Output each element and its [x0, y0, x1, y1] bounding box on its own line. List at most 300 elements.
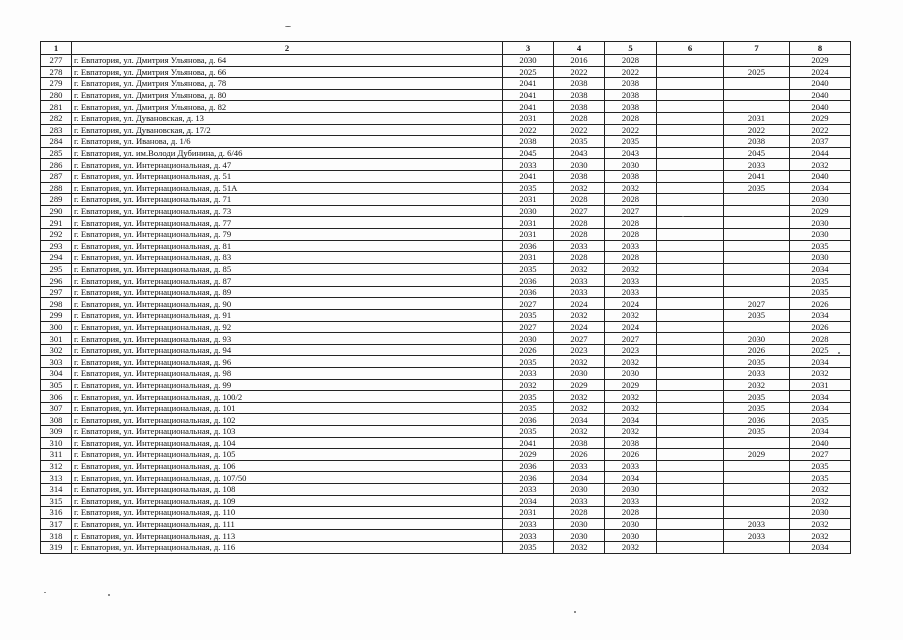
- year-col-7-cell: 2038: [724, 136, 790, 148]
- row-number-cell: 308: [41, 414, 72, 426]
- address-cell: г. Евпатория, ул. Интернациональная, д. 103: [72, 426, 503, 438]
- year-col-6-cell: [657, 159, 724, 171]
- housing-schedule-table: [40, 41, 851, 554]
- row-number-cell: 299: [41, 310, 72, 322]
- row-number-cell: 319: [41, 541, 72, 553]
- scan-speck: [838, 352, 840, 354]
- year-col-7-cell: 2033: [724, 530, 790, 542]
- row-number-cell: 316: [41, 507, 72, 519]
- table-row: [41, 379, 851, 391]
- year-col-4-cell: 2029: [554, 379, 605, 391]
- year-col-6-cell: [657, 286, 724, 298]
- row-number-cell: 293: [41, 240, 72, 252]
- year-col-6-cell: [657, 78, 724, 90]
- year-col-4-cell: 2024: [554, 321, 605, 333]
- year-col-5-cell: 2027: [605, 333, 657, 345]
- table-row: [41, 78, 851, 90]
- year-col-7-cell: [724, 483, 790, 495]
- year-col-8-cell: 2025: [790, 344, 851, 356]
- column-header-4: 4: [554, 42, 605, 55]
- year-col-8-cell: 2040: [790, 170, 851, 182]
- address-cell: г. Евпатория, ул. Интернациональная, д. 79: [72, 228, 503, 240]
- year-col-7-cell: 2031: [724, 112, 790, 124]
- row-number-cell: 314: [41, 483, 72, 495]
- row-number-cell: 289: [41, 194, 72, 206]
- address-cell: г. Евпатория, ул. Интернациональная, д. 98: [72, 368, 503, 380]
- year-col-4-cell: 2028: [554, 228, 605, 240]
- address-cell: г. Евпатория, ул. Интернациональная, д. 77: [72, 217, 503, 229]
- table-row: [41, 252, 851, 264]
- address-cell: г. Евпатория, ул. Интернациональная, д. 83: [72, 252, 503, 264]
- year-col-4-cell: 2034: [554, 472, 605, 484]
- year-col-3-cell: 2035: [503, 426, 554, 438]
- year-col-5-cell: 2027: [605, 205, 657, 217]
- row-number-cell: 290: [41, 205, 72, 217]
- year-col-6-cell: [657, 240, 724, 252]
- address-cell: г. Евпатория, ул. Интернациональная, д. 71: [72, 194, 503, 206]
- year-col-6-cell: [657, 275, 724, 287]
- year-col-3-cell: 2027: [503, 298, 554, 310]
- address-cell: г. Евпатория, ул. Интернациональная, д. 93: [72, 333, 503, 345]
- year-col-5-cell: 2038: [605, 437, 657, 449]
- year-col-8-cell: 2040: [790, 437, 851, 449]
- year-col-5-cell: 2023: [605, 344, 657, 356]
- year-col-8-cell: 2027: [790, 449, 851, 461]
- column-header-3: 3: [503, 42, 554, 55]
- year-col-3-cell: 2027: [503, 321, 554, 333]
- row-number-cell: 284: [41, 136, 72, 148]
- year-col-6-cell: [657, 205, 724, 217]
- row-number-cell: 286: [41, 159, 72, 171]
- table-row: [41, 368, 851, 380]
- year-col-5-cell: 2024: [605, 321, 657, 333]
- year-col-7-cell: [724, 78, 790, 90]
- table-row: [41, 310, 851, 322]
- table-row: [41, 437, 851, 449]
- year-col-4-cell: 2035: [554, 136, 605, 148]
- year-col-6-cell: [657, 483, 724, 495]
- year-col-3-cell: 2035: [503, 310, 554, 322]
- year-col-7-cell: 2026: [724, 344, 790, 356]
- year-col-8-cell: 2026: [790, 321, 851, 333]
- year-col-4-cell: 2033: [554, 495, 605, 507]
- table-row: [41, 449, 851, 461]
- address-cell: г. Евпатория, ул. Дмитрия Ульянова, д. 82: [72, 101, 503, 113]
- address-cell: г. Евпатория, ул. Интернациональная, д. 99: [72, 379, 503, 391]
- year-col-4-cell: 2032: [554, 263, 605, 275]
- year-col-6-cell: [657, 310, 724, 322]
- year-col-7-cell: [724, 286, 790, 298]
- year-col-8-cell: 2035: [790, 275, 851, 287]
- year-col-7-cell: 2033: [724, 159, 790, 171]
- year-col-7-cell: [724, 321, 790, 333]
- address-cell: г. Евпатория, ул. Интернациональная, д. 85: [72, 263, 503, 275]
- year-col-7-cell: [724, 205, 790, 217]
- table-row: [41, 205, 851, 217]
- year-col-5-cell: 2028: [605, 228, 657, 240]
- year-col-3-cell: 2041: [503, 78, 554, 90]
- year-col-8-cell: 2034: [790, 182, 851, 194]
- address-cell: г. Евпатория, ул. Интернациональная, д. 92: [72, 321, 503, 333]
- year-col-8-cell: 2030: [790, 507, 851, 519]
- year-col-3-cell: 2041: [503, 89, 554, 101]
- year-col-8-cell: 2040: [790, 101, 851, 113]
- year-col-6-cell: [657, 368, 724, 380]
- year-col-7-cell: 2036: [724, 414, 790, 426]
- year-col-5-cell: 2030: [605, 530, 657, 542]
- year-col-7-cell: [724, 240, 790, 252]
- year-col-7-cell: 2041: [724, 170, 790, 182]
- row-number-cell: 312: [41, 460, 72, 472]
- year-col-6-cell: [657, 194, 724, 206]
- row-number-cell: 298: [41, 298, 72, 310]
- table-row: [41, 101, 851, 113]
- address-cell: г. Евпатория, ул. Интернациональная, д. 47: [72, 159, 503, 171]
- year-col-8-cell: 2044: [790, 147, 851, 159]
- year-col-5-cell: 2038: [605, 101, 657, 113]
- year-col-6-cell: [657, 449, 724, 461]
- year-col-4-cell: 2030: [554, 483, 605, 495]
- column-header-1: 1: [41, 42, 72, 55]
- year-col-7-cell: [724, 228, 790, 240]
- year-col-8-cell: 2034: [790, 426, 851, 438]
- table-row: [41, 460, 851, 472]
- address-cell: г. Евпатория, ул. Интернациональная, д. 90: [72, 298, 503, 310]
- year-col-3-cell: 2031: [503, 112, 554, 124]
- year-col-6-cell: [657, 414, 724, 426]
- row-number-cell: 300: [41, 321, 72, 333]
- table-row: [41, 344, 851, 356]
- year-col-7-cell: [724, 101, 790, 113]
- year-col-3-cell: 2031: [503, 252, 554, 264]
- address-cell: г. Евпатория, ул. Интернациональная, д. 107/50: [72, 472, 503, 484]
- table-row: [41, 112, 851, 124]
- year-col-6-cell: [657, 89, 724, 101]
- address-cell: г. Евпатория, ул. Интернациональная, д. 108: [72, 483, 503, 495]
- year-col-4-cell: 2028: [554, 194, 605, 206]
- year-col-4-cell: 2032: [554, 310, 605, 322]
- year-col-5-cell: 2032: [605, 391, 657, 403]
- year-col-4-cell: 2033: [554, 460, 605, 472]
- year-col-8-cell: 2034: [790, 310, 851, 322]
- year-col-4-cell: 2038: [554, 89, 605, 101]
- year-col-8-cell: 2032: [790, 483, 851, 495]
- year-col-7-cell: 2035: [724, 402, 790, 414]
- row-number-cell: 295: [41, 263, 72, 275]
- year-col-8-cell: 2035: [790, 240, 851, 252]
- year-col-3-cell: 2029: [503, 449, 554, 461]
- address-cell: г. Евпатория, ул. Интернациональная, д. 87: [72, 275, 503, 287]
- address-cell: г. Евпатория, ул. Интернациональная, д. 51: [72, 170, 503, 182]
- year-col-7-cell: [724, 472, 790, 484]
- year-col-3-cell: 2041: [503, 437, 554, 449]
- year-col-6-cell: [657, 66, 724, 78]
- year-col-5-cell: 2030: [605, 368, 657, 380]
- row-number-cell: 287: [41, 170, 72, 182]
- address-cell: г. Евпатория, ул. Интернациональная, д. 101: [72, 402, 503, 414]
- row-number-cell: 285: [41, 147, 72, 159]
- year-col-6-cell: [657, 333, 724, 345]
- year-col-8-cell: 2032: [790, 495, 851, 507]
- row-number-cell: 297: [41, 286, 72, 298]
- year-col-8-cell: 2030: [790, 228, 851, 240]
- year-col-3-cell: 2025: [503, 66, 554, 78]
- year-col-4-cell: 2038: [554, 170, 605, 182]
- year-col-5-cell: 2033: [605, 460, 657, 472]
- year-col-4-cell: 2030: [554, 530, 605, 542]
- year-col-6-cell: [657, 124, 724, 136]
- year-col-3-cell: 2033: [503, 159, 554, 171]
- address-cell: г. Евпатория, ул. Интернациональная, д. 89: [72, 286, 503, 298]
- year-col-7-cell: 2025: [724, 66, 790, 78]
- year-col-7-cell: 2027: [724, 298, 790, 310]
- row-number-cell: 313: [41, 472, 72, 484]
- scan-speck: [574, 611, 576, 613]
- row-number-cell: 279: [41, 78, 72, 90]
- year-col-5-cell: 2028: [605, 217, 657, 229]
- year-col-7-cell: 2035: [724, 426, 790, 438]
- year-col-7-cell: 2035: [724, 310, 790, 322]
- year-col-3-cell: 2035: [503, 263, 554, 275]
- table-row: [41, 66, 851, 78]
- year-col-3-cell: 2041: [503, 170, 554, 182]
- year-col-8-cell: 2031: [790, 379, 851, 391]
- table-body: [41, 55, 851, 554]
- table-row: [41, 55, 851, 67]
- year-col-3-cell: 2041: [503, 101, 554, 113]
- table-row: [41, 136, 851, 148]
- scan-speck: [44, 592, 46, 593]
- table-row: [41, 298, 851, 310]
- year-col-4-cell: 2028: [554, 252, 605, 264]
- row-number-cell: 282: [41, 112, 72, 124]
- year-col-6-cell: [657, 228, 724, 240]
- year-col-5-cell: 2024: [605, 298, 657, 310]
- year-col-6-cell: [657, 217, 724, 229]
- year-col-5-cell: 2033: [605, 240, 657, 252]
- year-col-5-cell: 2038: [605, 89, 657, 101]
- year-col-5-cell: 2028: [605, 252, 657, 264]
- row-number-cell: 309: [41, 426, 72, 438]
- year-col-7-cell: [724, 194, 790, 206]
- address-cell: г. Евпатория, ул. Интернациональная, д. 116: [72, 541, 503, 553]
- column-header-6: 6: [657, 42, 724, 55]
- year-col-3-cell: 2033: [503, 368, 554, 380]
- address-cell: г. Евпатория, ул. Дувановская, д. 13: [72, 112, 503, 124]
- address-cell: г. Евпатория, ул. Дмитрия Ульянова, д. 66: [72, 66, 503, 78]
- table-row: [41, 483, 851, 495]
- year-col-5-cell: 2028: [605, 55, 657, 67]
- year-col-6-cell: [657, 426, 724, 438]
- year-col-8-cell: 2030: [790, 252, 851, 264]
- address-cell: г. Евпатория, ул. Дмитрия Ульянова, д. 80: [72, 89, 503, 101]
- year-col-5-cell: 2029: [605, 379, 657, 391]
- year-col-4-cell: 2030: [554, 518, 605, 530]
- year-col-3-cell: 2033: [503, 483, 554, 495]
- address-cell: г. Евпатория, ул. Дувановская, д. 17/2: [72, 124, 503, 136]
- year-col-4-cell: 2024: [554, 298, 605, 310]
- year-col-8-cell: 2034: [790, 402, 851, 414]
- year-col-8-cell: 2029: [790, 55, 851, 67]
- row-number-cell: 294: [41, 252, 72, 264]
- year-col-6-cell: [657, 518, 724, 530]
- year-col-8-cell: 2032: [790, 159, 851, 171]
- year-col-6-cell: [657, 541, 724, 553]
- year-col-7-cell: 2022: [724, 124, 790, 136]
- year-col-4-cell: 2034: [554, 414, 605, 426]
- year-col-3-cell: 2034: [503, 495, 554, 507]
- year-col-7-cell: [724, 437, 790, 449]
- year-col-5-cell: 2030: [605, 159, 657, 171]
- year-col-5-cell: 2030: [605, 518, 657, 530]
- address-cell: г. Евпатория, ул. Интернациональная, д. 91: [72, 310, 503, 322]
- year-col-6-cell: [657, 252, 724, 264]
- address-cell: г. Евпатория, ул. Интернациональная, д. 94: [72, 344, 503, 356]
- year-col-4-cell: 2032: [554, 426, 605, 438]
- year-col-7-cell: [724, 541, 790, 553]
- row-number-cell: 304: [41, 368, 72, 380]
- year-col-3-cell: 2031: [503, 217, 554, 229]
- year-col-6-cell: [657, 402, 724, 414]
- year-col-6-cell: [657, 101, 724, 113]
- year-col-4-cell: 2028: [554, 507, 605, 519]
- address-cell: г. Евпатория, ул. им.Володи Дубинина, д. 6/46: [72, 147, 503, 159]
- year-col-7-cell: [724, 275, 790, 287]
- year-col-8-cell: 2032: [790, 530, 851, 542]
- year-col-5-cell: 2032: [605, 310, 657, 322]
- year-col-7-cell: 2032: [724, 379, 790, 391]
- year-col-8-cell: 2040: [790, 89, 851, 101]
- year-col-4-cell: 2027: [554, 333, 605, 345]
- year-col-5-cell: 2033: [605, 275, 657, 287]
- year-col-4-cell: 2038: [554, 101, 605, 113]
- year-col-7-cell: [724, 460, 790, 472]
- year-col-3-cell: 2038: [503, 136, 554, 148]
- address-cell: г. Евпатория, ул. Интернациональная, д. 100/2: [72, 391, 503, 403]
- year-col-4-cell: 2038: [554, 437, 605, 449]
- table-row: [41, 495, 851, 507]
- year-col-7-cell: [724, 217, 790, 229]
- year-col-6-cell: [657, 530, 724, 542]
- table-row: [41, 321, 851, 333]
- year-col-6-cell: [657, 356, 724, 368]
- year-col-8-cell: 2022: [790, 124, 851, 136]
- year-col-7-cell: 2035: [724, 182, 790, 194]
- table-row: [41, 414, 851, 426]
- year-col-5-cell: 2035: [605, 136, 657, 148]
- table-row: [41, 530, 851, 542]
- scan-speck: [285, 26, 291, 27]
- row-number-cell: 301: [41, 333, 72, 345]
- header-row: [41, 42, 851, 55]
- year-col-3-cell: 2033: [503, 518, 554, 530]
- year-col-4-cell: 2043: [554, 147, 605, 159]
- year-col-4-cell: 2022: [554, 66, 605, 78]
- column-header-8: 8: [790, 42, 851, 55]
- row-number-cell: 303: [41, 356, 72, 368]
- year-col-8-cell: 2029: [790, 205, 851, 217]
- year-col-5-cell: 2038: [605, 78, 657, 90]
- year-col-5-cell: 2028: [605, 507, 657, 519]
- row-number-cell: 310: [41, 437, 72, 449]
- year-col-3-cell: 2036: [503, 460, 554, 472]
- year-col-4-cell: 2032: [554, 182, 605, 194]
- column-header-5: 5: [605, 42, 657, 55]
- row-number-cell: 292: [41, 228, 72, 240]
- year-col-8-cell: 2035: [790, 286, 851, 298]
- address-cell: г. Евпатория, ул. Интернациональная, д. 96: [72, 356, 503, 368]
- year-col-4-cell: 2023: [554, 344, 605, 356]
- year-col-3-cell: 2033: [503, 530, 554, 542]
- address-cell: г. Евпатория, ул. Иванова, д. 1/6: [72, 136, 503, 148]
- address-cell: г. Евпатория, ул. Интернациональная, д. 51А: [72, 182, 503, 194]
- row-number-cell: 281: [41, 101, 72, 113]
- year-col-4-cell: 2028: [554, 217, 605, 229]
- year-col-3-cell: 2035: [503, 391, 554, 403]
- year-col-7-cell: 2029: [724, 449, 790, 461]
- year-col-6-cell: [657, 298, 724, 310]
- year-col-6-cell: [657, 112, 724, 124]
- year-col-4-cell: 2032: [554, 402, 605, 414]
- address-cell: г. Евпатория, ул. Дмитрия Ульянова, д. 78: [72, 78, 503, 90]
- address-cell: г. Евпатория, ул. Интернациональная, д. 73: [72, 205, 503, 217]
- table-row: [41, 194, 851, 206]
- year-col-7-cell: [724, 495, 790, 507]
- year-col-5-cell: 2032: [605, 263, 657, 275]
- year-col-8-cell: 2030: [790, 217, 851, 229]
- address-cell: г. Евпатория, ул. Интернациональная, д. 104: [72, 437, 503, 449]
- row-number-cell: 317: [41, 518, 72, 530]
- row-number-cell: 306: [41, 391, 72, 403]
- year-col-5-cell: 2032: [605, 426, 657, 438]
- address-cell: г. Евпатория, ул. Интернациональная, д. 109: [72, 495, 503, 507]
- table-row: [41, 217, 851, 229]
- year-col-5-cell: 2034: [605, 414, 657, 426]
- table-row: [41, 286, 851, 298]
- year-col-4-cell: 2016: [554, 55, 605, 67]
- address-cell: г. Евпатория, ул. Дмитрия Ульянова, д. 64: [72, 55, 503, 67]
- year-col-8-cell: 2030: [790, 194, 851, 206]
- year-col-4-cell: 2030: [554, 368, 605, 380]
- table-row: [41, 240, 851, 252]
- year-col-6-cell: [657, 321, 724, 333]
- year-col-5-cell: 2032: [605, 541, 657, 553]
- year-col-4-cell: 2027: [554, 205, 605, 217]
- table-row: [41, 275, 851, 287]
- year-col-6-cell: [657, 460, 724, 472]
- year-col-7-cell: 2045: [724, 147, 790, 159]
- address-cell: г. Евпатория, ул. Интернациональная, д. 105: [72, 449, 503, 461]
- row-number-cell: 288: [41, 182, 72, 194]
- address-cell: г. Евпатория, ул. Интернациональная, д. 81: [72, 240, 503, 252]
- year-col-4-cell: 2032: [554, 541, 605, 553]
- table-row: [41, 147, 851, 159]
- row-number-cell: 307: [41, 402, 72, 414]
- year-col-7-cell: 2033: [724, 518, 790, 530]
- year-col-6-cell: [657, 507, 724, 519]
- year-col-5-cell: 2032: [605, 356, 657, 368]
- year-col-3-cell: 2045: [503, 147, 554, 159]
- year-col-6-cell: [657, 182, 724, 194]
- year-col-6-cell: [657, 170, 724, 182]
- year-col-7-cell: [724, 252, 790, 264]
- year-col-7-cell: 2035: [724, 356, 790, 368]
- year-col-6-cell: [657, 379, 724, 391]
- year-col-4-cell: 2032: [554, 391, 605, 403]
- table-row: [41, 124, 851, 136]
- table-row: [41, 263, 851, 275]
- year-col-3-cell: 2035: [503, 356, 554, 368]
